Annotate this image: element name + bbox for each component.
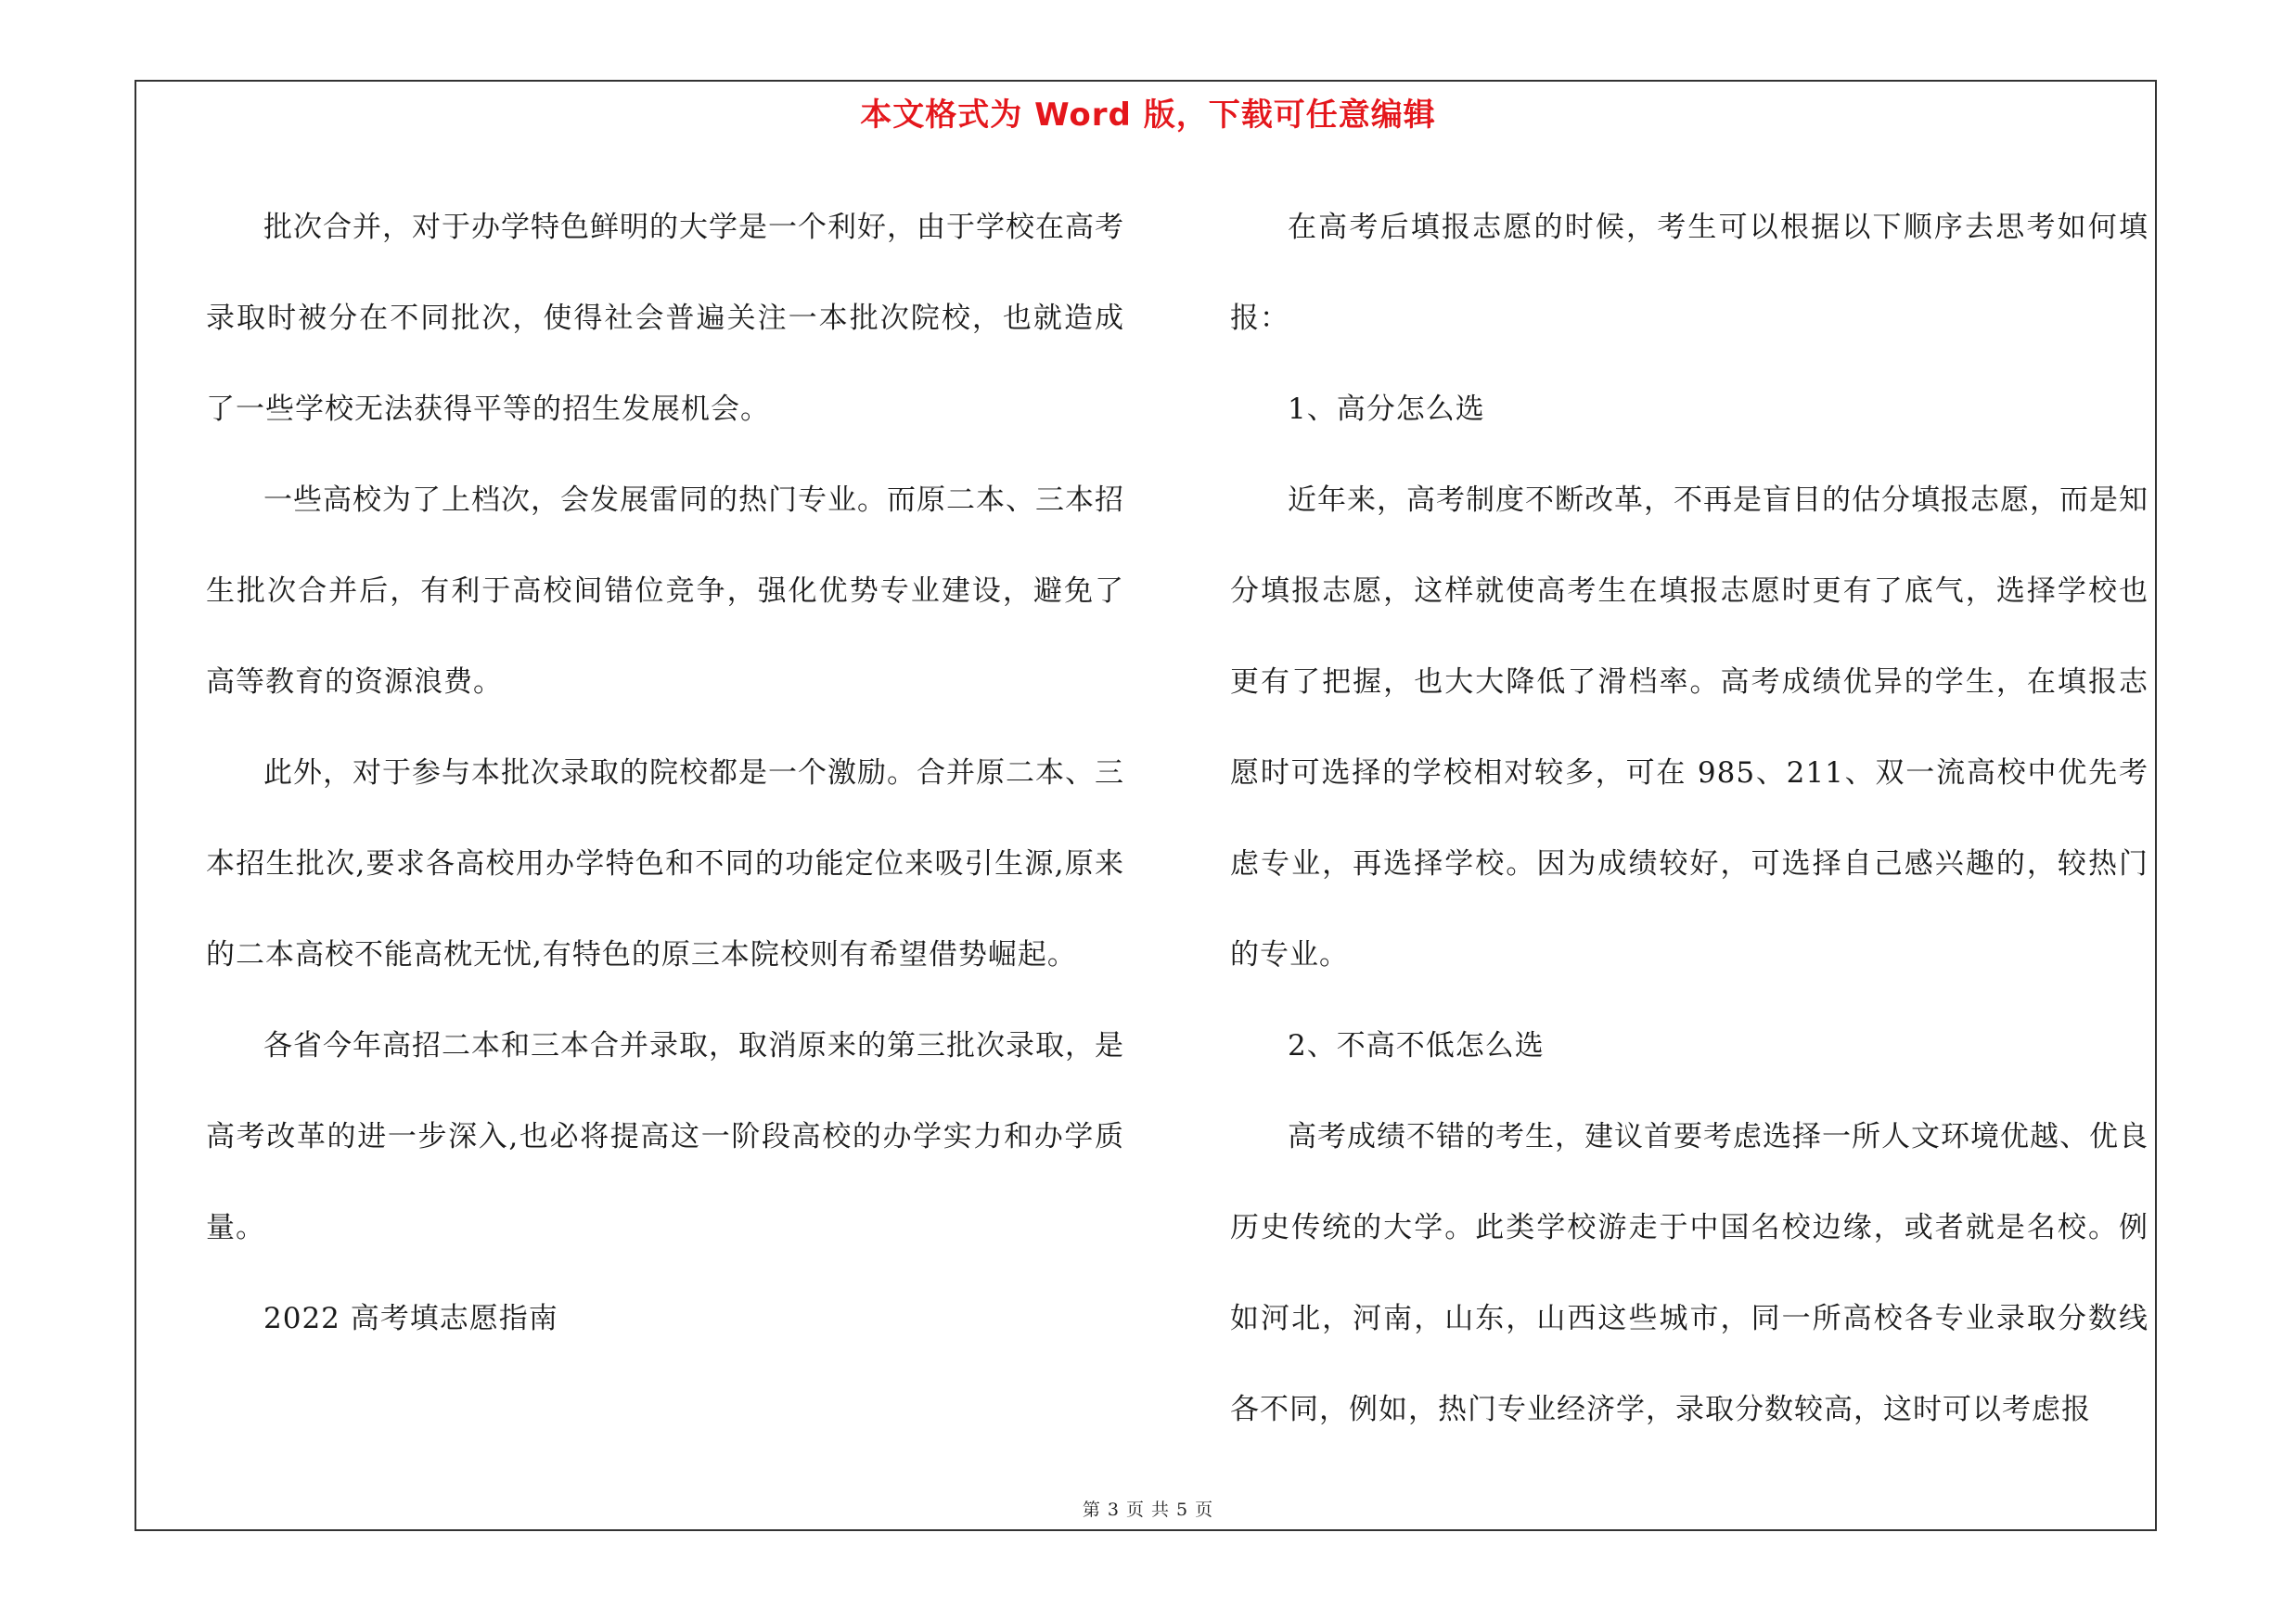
left-paragraph-2: 一些高校为了上档次，会发展雷同的热门专业。而原二本、三本招生批次合并后，有利于高校间错位竞争，强化优势专业建设，避免了高等教育的资源浪费。 (206, 483, 1124, 699)
right-paragraph-1: 在高考后填报志愿的时候，考生可以根据以下顺序去思考如何填报： (1230, 211, 2148, 335)
right-heading-mid-score: 2、不高不低怎么选 (1288, 1029, 1545, 1063)
left-paragraph-1: 批次合并，对于办学特色鲜明的大学是一个利好，由于学校在高考录取时被分在不同批次，使得社会普遍关注一本批次院校，也就造成了一些学校无法获得平等的招生发展机会。 (206, 211, 1124, 426)
page-number: 第 3 页 共 5 页 (1082, 1500, 1214, 1520)
right-heading-high-score: 1、高分怎么选 (1288, 393, 1485, 426)
left-paragraph-3: 此外，对于参与本批次录取的院校都是一个激励。合并原二本、三本招生批次,要求各高校用办学特色和不同的功能定位来吸引生源,原来的二本高校不能高枕无忧,有特色的原三本院校则有希望借势崛起。 (206, 756, 1124, 972)
left-paragraph-4: 各省今年高招二本和三本合并录取，取消原来的第三批次录取，是高考改革的进一步深入,也必将提高这一阶段高校的办学实力和办学质量。 (206, 1029, 1124, 1244)
left-heading-guide: 2022 高考填志愿指南 (263, 1302, 558, 1335)
right-column (1230, 182, 2148, 1455)
document-banner: 本文格式为 Word 版，下载可任意编辑 (860, 97, 1436, 134)
right-paragraph-2: 近年来，高考制度不断改革，不再是盲目的估分填报志愿，而是知分填报志愿，这样就使高考生在填报志愿时更有了底气，选择学校也更有了把握，也大大降低了滑档率。高考成绩优异的学生，在填报志愿时可选择的学校相对较多，可在 985、211、双一流高校中优先考虑专业，再选择学校。因为成绩较好，可选择自己感兴趣的，较热门的专业。 (1230, 483, 2148, 972)
left-column (206, 182, 1124, 1364)
right-paragraph-3: 高考成绩不错的考生，建议首要考虑选择一所人文环境优越、优良历史传统的大学。此类学校游走于中国名校边缘，或者就是名校。例如河北，河南，山东，山西这些城市，同一所高校各专业录取分数线各不同，例如，热门专业经济学，录取分数较高，这时可以考虑报 (1230, 1120, 2148, 1426)
